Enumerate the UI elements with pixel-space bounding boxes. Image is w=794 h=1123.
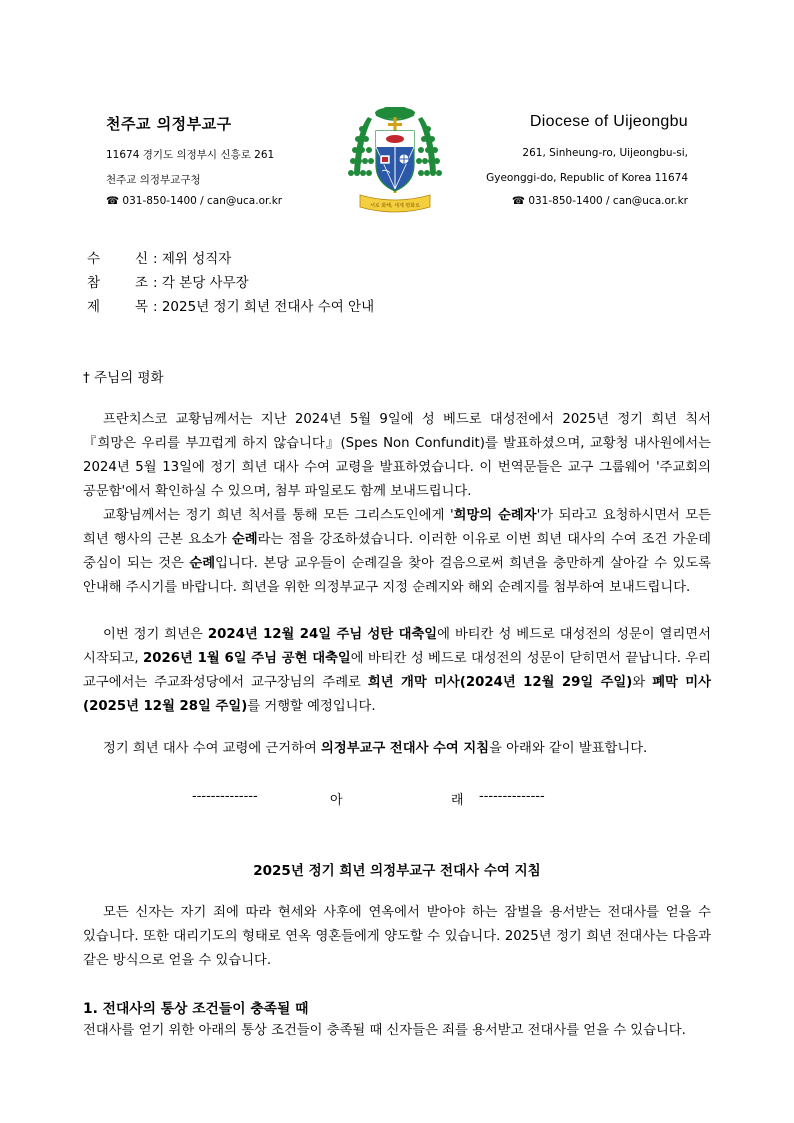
paragraph-2-text-e: 라는 점을 강조하셨습니다. 이러한 이유로 이번 희년 대사의 수여 조건 가운데 중심이 되는 것은 xyxy=(83,532,711,571)
paragraph-6-text: 전대사를 얻기 위한 아래의 통상 조건들이 충족될 때 신자들은 죄를 용서받고 전대사를 얻을 수 있습니다. xyxy=(83,1023,686,1038)
divider-left-dashes: -------------- xyxy=(192,789,258,804)
paragraph-5 xyxy=(83,901,711,973)
paragraph-3-text-a: 이번 정기 희년은 xyxy=(103,627,208,642)
paragraph-4-text-a: 정기 희년 대사 수여 교령에 근거하여 xyxy=(103,741,322,756)
paragraph-3 xyxy=(83,623,711,719)
heading-1: 1. 전대사의 통상 조건들이 충족될 때 xyxy=(83,1001,309,1017)
reference-label-1: 참 xyxy=(87,275,101,291)
paragraph-3-text-g: 와 xyxy=(632,675,653,690)
header-address-korean: 11674 경기도 의정부시 신흥로 261 xyxy=(106,149,275,161)
subject-label-1: 제 xyxy=(87,299,101,315)
paragraph-1 xyxy=(83,408,711,504)
pilgrimage-emphasis-2: 순례 xyxy=(189,556,216,571)
paragraph-2 xyxy=(83,504,711,600)
reference-value: : 각 본당 사무장 xyxy=(153,275,249,291)
opening-mass-emphasis: 희년 개막 미사(2024년 12월 29일 주일) xyxy=(367,675,633,690)
paragraph-6 xyxy=(83,1019,711,1043)
header-contact-right: ☎ 031-850-1400 / can@uca.or.kr xyxy=(511,195,688,207)
closing-mass-emphasis: 폐막 미사(2025년 12월 28일 주일) xyxy=(83,675,711,714)
section-title: 2025년 정기 희년 의정부교구 전대사 수여 지침 xyxy=(253,863,541,879)
pilgrimage-emphasis-1: 순례 xyxy=(231,532,258,547)
divider-right-char: 래 xyxy=(451,793,464,808)
paragraph-1-text: 프란치스코 교황님께서는 지난 2024년 5월 9일에 성 베드로 대성전에서 2025년 정기 희년 칙서 『희망은 우리를 부끄럽게 하지 않습니다』(Spes Non Confundit)를 발표하셨으며, 교황청 내사원에서는 2024년 5월 13일에 정기 희년 대사 수여 교령을 발표하였습니다. 이 번역문들은 교구 그룹웨어 '주교회의 공문함'에서 확인하실 수 있으며, 첨부 파일로도 함께 보내드립니다. xyxy=(83,412,711,499)
christmas-date-emphasis: 2024년 12월 24일 주님 성탄 대축일 xyxy=(207,627,438,642)
header-address-english-2: Gyeonggi-do, Republic of Korea 11674 xyxy=(486,172,688,184)
subject-row xyxy=(87,295,374,315)
diocese-crest-logo xyxy=(346,103,444,215)
paragraph-3-text-e: 에 바티칸 성 베드로 대성전의 성문이 닫히면서 끝납니다. 우리 교구에서는 주교좌성당에서 교구장님의 주례로 xyxy=(83,651,711,690)
divider-right-dashes: -------------- xyxy=(479,789,545,804)
header-title-english: Diocese of Uijeongbu xyxy=(529,113,688,130)
paragraph-2-text-c: '가 되라고 요청하시면서 모든 희년 행사의 근본 요소가 xyxy=(83,508,711,547)
paragraph-4 xyxy=(83,737,711,761)
paragraph-2-text-g: 입니다. 본당 교우들이 순례길을 찾아 걸음으로써 희년을 충만하게 살아갈 수 있도록 안내해 주시기를 바랍니다. 희년을 위한 의정부교구 지정 순례지와 해외 순례지를 첨부하여 보내드립니다. xyxy=(83,556,712,595)
recipient-label-2: 신 xyxy=(135,251,149,267)
recipient-label-1: 수 xyxy=(87,251,101,267)
header-contact-left: ☎ 031-850-1400 / can@uca.or.kr xyxy=(106,195,283,207)
guidelines-emphasis: 의정부교구 전대사 수여 지침 xyxy=(321,741,490,756)
divider-left-char: 아 xyxy=(330,793,343,808)
paragraph-4-text-c: 을 아래와 같이 발표합니다. xyxy=(489,741,648,756)
paragraph-3-text-c: 에 바티칸 성 베드로 대성전의 성문이 열리면서 시작되고, xyxy=(83,627,711,666)
subject-value: : 2025년 정기 희년 전대사 수여 안내 xyxy=(153,299,375,315)
greeting: † 주님의 평화 xyxy=(83,370,164,386)
paragraph-3-text-i: 를 거행할 예정입니다. xyxy=(247,699,376,714)
crest-motto-text: 서로 화해, 세계 평화로 xyxy=(370,203,420,209)
recipient-value: : 제위 성직자 xyxy=(153,251,232,267)
recipient-row xyxy=(87,247,231,267)
header-title-korean: 천주교 의정부교구 xyxy=(106,115,232,133)
subject-label-2: 목 xyxy=(135,299,149,315)
reference-label-2: 조 xyxy=(135,275,149,291)
pilgrims-of-hope-emphasis: 희망의 순례자 xyxy=(453,508,537,523)
reference-row xyxy=(87,271,249,291)
header-address-english-1: 261, Sinheung-ro, Uijeongbu-si, xyxy=(522,147,688,159)
paragraph-5-text: 모든 신자는 자기 죄에 따라 현세와 사후에 연옥에서 받아야 하는 잠벌을 용서받는 전대사를 얻을 수 있습니다. 또한 대리기도의 형태로 연옥 영혼들에게 양도할 수 있습니다. 2025년 정기 희년 전대사는 다음과 같은 방식으로 얻을 수 있습니다. xyxy=(83,905,712,968)
paragraph-2-text-a: 교황님께서는 정기 희년 칙서를 통해 모든 그리스도인에게 ' xyxy=(103,508,454,523)
epiphany-date-emphasis: 2026년 1월 6일 주님 공현 대축일 xyxy=(142,651,351,666)
header-office-korean: 천주교 의정부교구청 xyxy=(106,174,201,186)
